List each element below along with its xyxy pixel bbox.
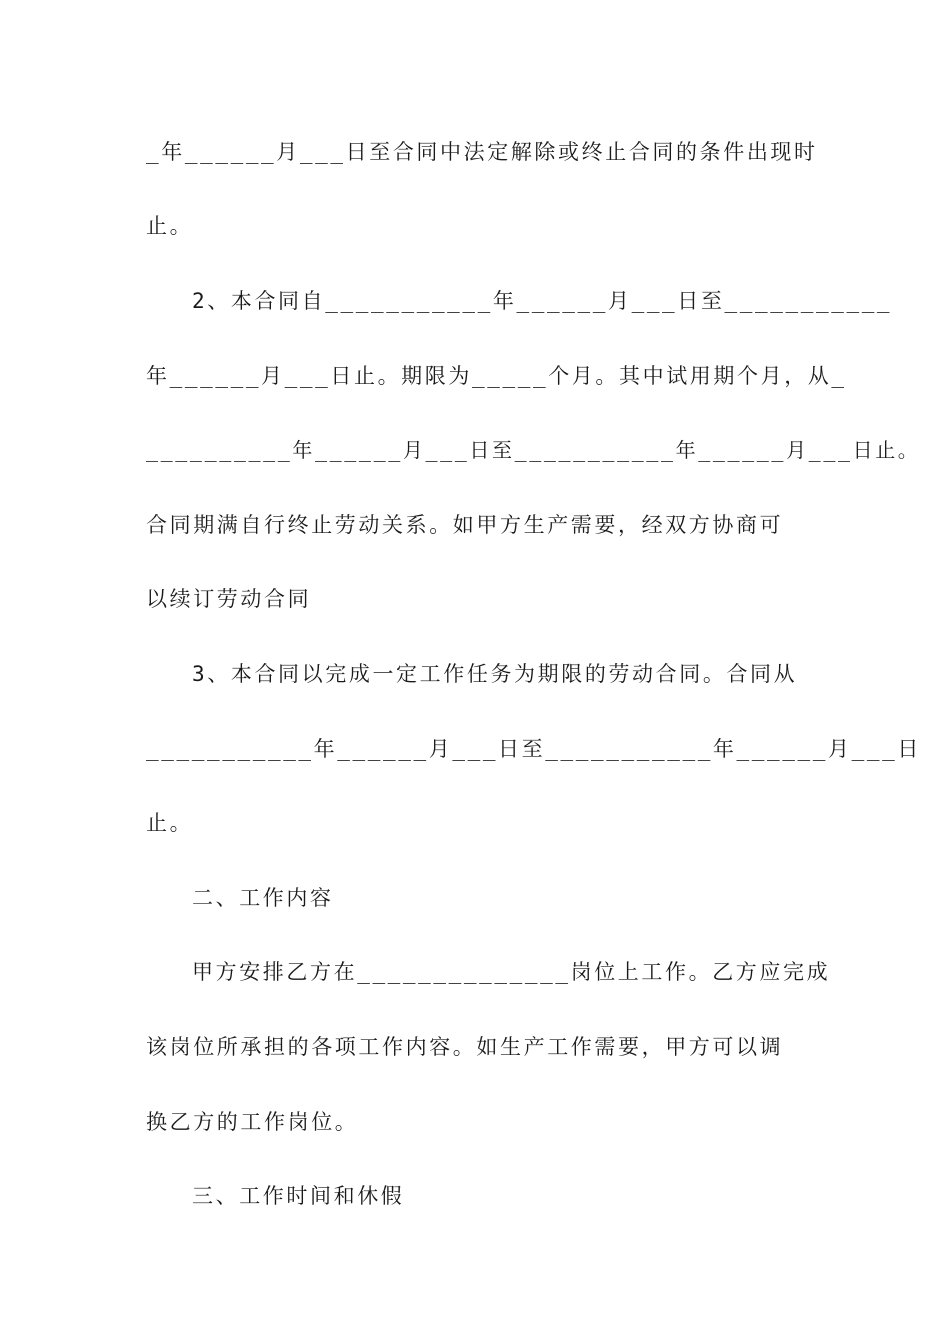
text-line: 换乙方的工作岗位。 xyxy=(146,1110,359,1134)
text-line: _年______月___日至合同中法定解除或终止合同的条件出现时 xyxy=(146,140,818,164)
text-line: 以续订劳动合同 xyxy=(146,587,312,611)
text-line: 止。 xyxy=(146,214,194,238)
clause-2: 2、本合同自___________年______月___日至___________ xyxy=(192,289,893,313)
text-line: 甲方安排乙方在______________岗位上工作。乙方应完成 xyxy=(192,960,831,984)
clause-3: 3、本合同以完成一定工作任务为期限的劳动合同。合同从 xyxy=(192,662,798,686)
section-heading-work-time: 三、工作时间和休假 xyxy=(192,1184,405,1208)
text-line: 年______月___日止。期限为_____个月。其中试用期个月，从_ xyxy=(146,364,847,388)
text-line: 止。 xyxy=(146,811,194,835)
text-line: 该岗位所承担的各项工作内容。如生产工作需要，甲方可以调 xyxy=(146,1035,784,1059)
text-line: 合同期满自行终止劳动关系。如甲方生产需要，经双方协商可 xyxy=(146,513,784,537)
text-line: __________年______月___日至___________年______月___日止。 xyxy=(146,438,921,462)
section-heading-work-content: 二、工作内容 xyxy=(192,886,334,910)
text-line: ___________年______月___日至___________年______月___日 xyxy=(146,737,921,761)
